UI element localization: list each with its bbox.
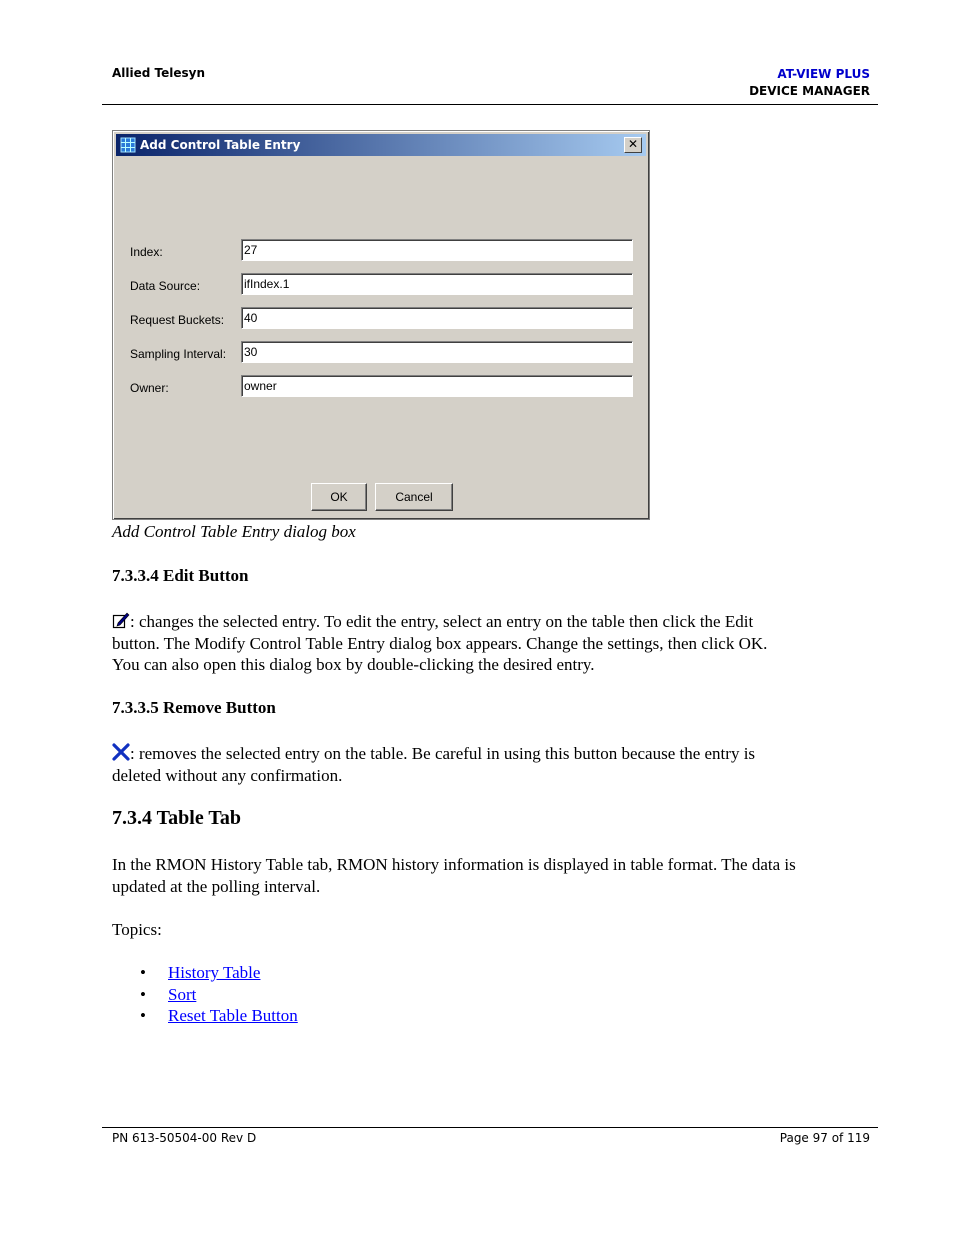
header-product-name: AT-VIEW PLUS [777, 67, 870, 81]
list-item [112, 1005, 298, 1027]
dialog-title: Add Control Table Entry [140, 138, 301, 152]
owner-label: Owner: [130, 381, 169, 395]
figure-caption: Add Control Table Entry dialog box [112, 522, 356, 541]
header-product [749, 66, 870, 100]
cancel-button[interactable]: Cancel [375, 483, 453, 511]
table-tab-heading: 7.3.4 Table Tab [112, 807, 241, 829]
remove-line-2: deleted without any confirmation. [112, 765, 343, 785]
sampling-interval-field[interactable]: 30 [241, 341, 633, 363]
index-field[interactable]: 27 [241, 239, 633, 261]
index-label: Index: [130, 245, 163, 259]
table-tab-line-2: updated at the polling interval. [112, 876, 321, 896]
bullet: • [140, 984, 146, 1004]
remove-line-1-text: : removes the selected entry on the table. Be careful in using this button because the entry is [130, 744, 756, 763]
edit-line-1-text: : changes the selected entry. To edit the entry, select an entry on the table then click the Edit [130, 612, 754, 631]
remove-line-1 [112, 743, 882, 765]
remove-icon [112, 743, 130, 761]
header-rule [102, 104, 878, 105]
edit-line-1 [112, 611, 882, 633]
edit-line-3: You can also open this dialog box by double-clicking the desired entry. [112, 655, 595, 674]
edit-line-2: button. The Modify Control Table Entry dialog box appears. Change the settings, then click OK. [112, 633, 768, 653]
edit-icon [112, 611, 130, 629]
remove-button-description [112, 743, 882, 786]
footer-part-number: PN 613-50504-00 Rev D [112, 1131, 257, 1145]
request-buckets-label: Request Buckets: [130, 313, 225, 327]
bullet: • [140, 963, 146, 982]
data-source-label: Data Source: [130, 279, 201, 293]
ok-button[interactable]: OK [311, 483, 367, 511]
remove-button-heading: 7.3.3.5 Remove Button [112, 698, 276, 717]
header-company: Allied Telesyn [112, 66, 206, 80]
dialog-titlebar [116, 134, 646, 156]
table-icon [120, 137, 136, 153]
footer-page-number: Page 97 of 119 [779, 1131, 870, 1145]
footer-rule [102, 1127, 878, 1128]
list-item [112, 962, 298, 984]
close-button[interactable]: ✕ [624, 137, 642, 153]
edit-button-description [112, 611, 882, 676]
bullet: • [140, 1006, 146, 1025]
sampling-interval-label: Sampling Interval: [130, 347, 227, 361]
add-control-table-entry-dialog [112, 130, 650, 520]
header-module-name: DEVICE MANAGER [749, 84, 870, 98]
request-buckets-field[interactable]: 40 [241, 307, 633, 329]
sort-link[interactable]: Sort [168, 984, 197, 1004]
table-tab-description [112, 854, 882, 897]
owner-field[interactable]: owner [241, 375, 633, 397]
list-item [112, 984, 298, 1006]
topics-label: Topics: [112, 920, 162, 939]
table-tab-line-1: In the RMON History Table tab, RMON history information is displayed in table format. The data is [112, 855, 796, 874]
data-source-field[interactable]: ifIndex.1 [241, 273, 633, 295]
topics-list [112, 962, 298, 1027]
reset-table-button-link[interactable]: Reset Table Button [168, 1006, 298, 1025]
history-table-link[interactable]: History Table [168, 963, 261, 982]
edit-button-heading: 7.3.3.4 Edit Button [112, 566, 249, 585]
